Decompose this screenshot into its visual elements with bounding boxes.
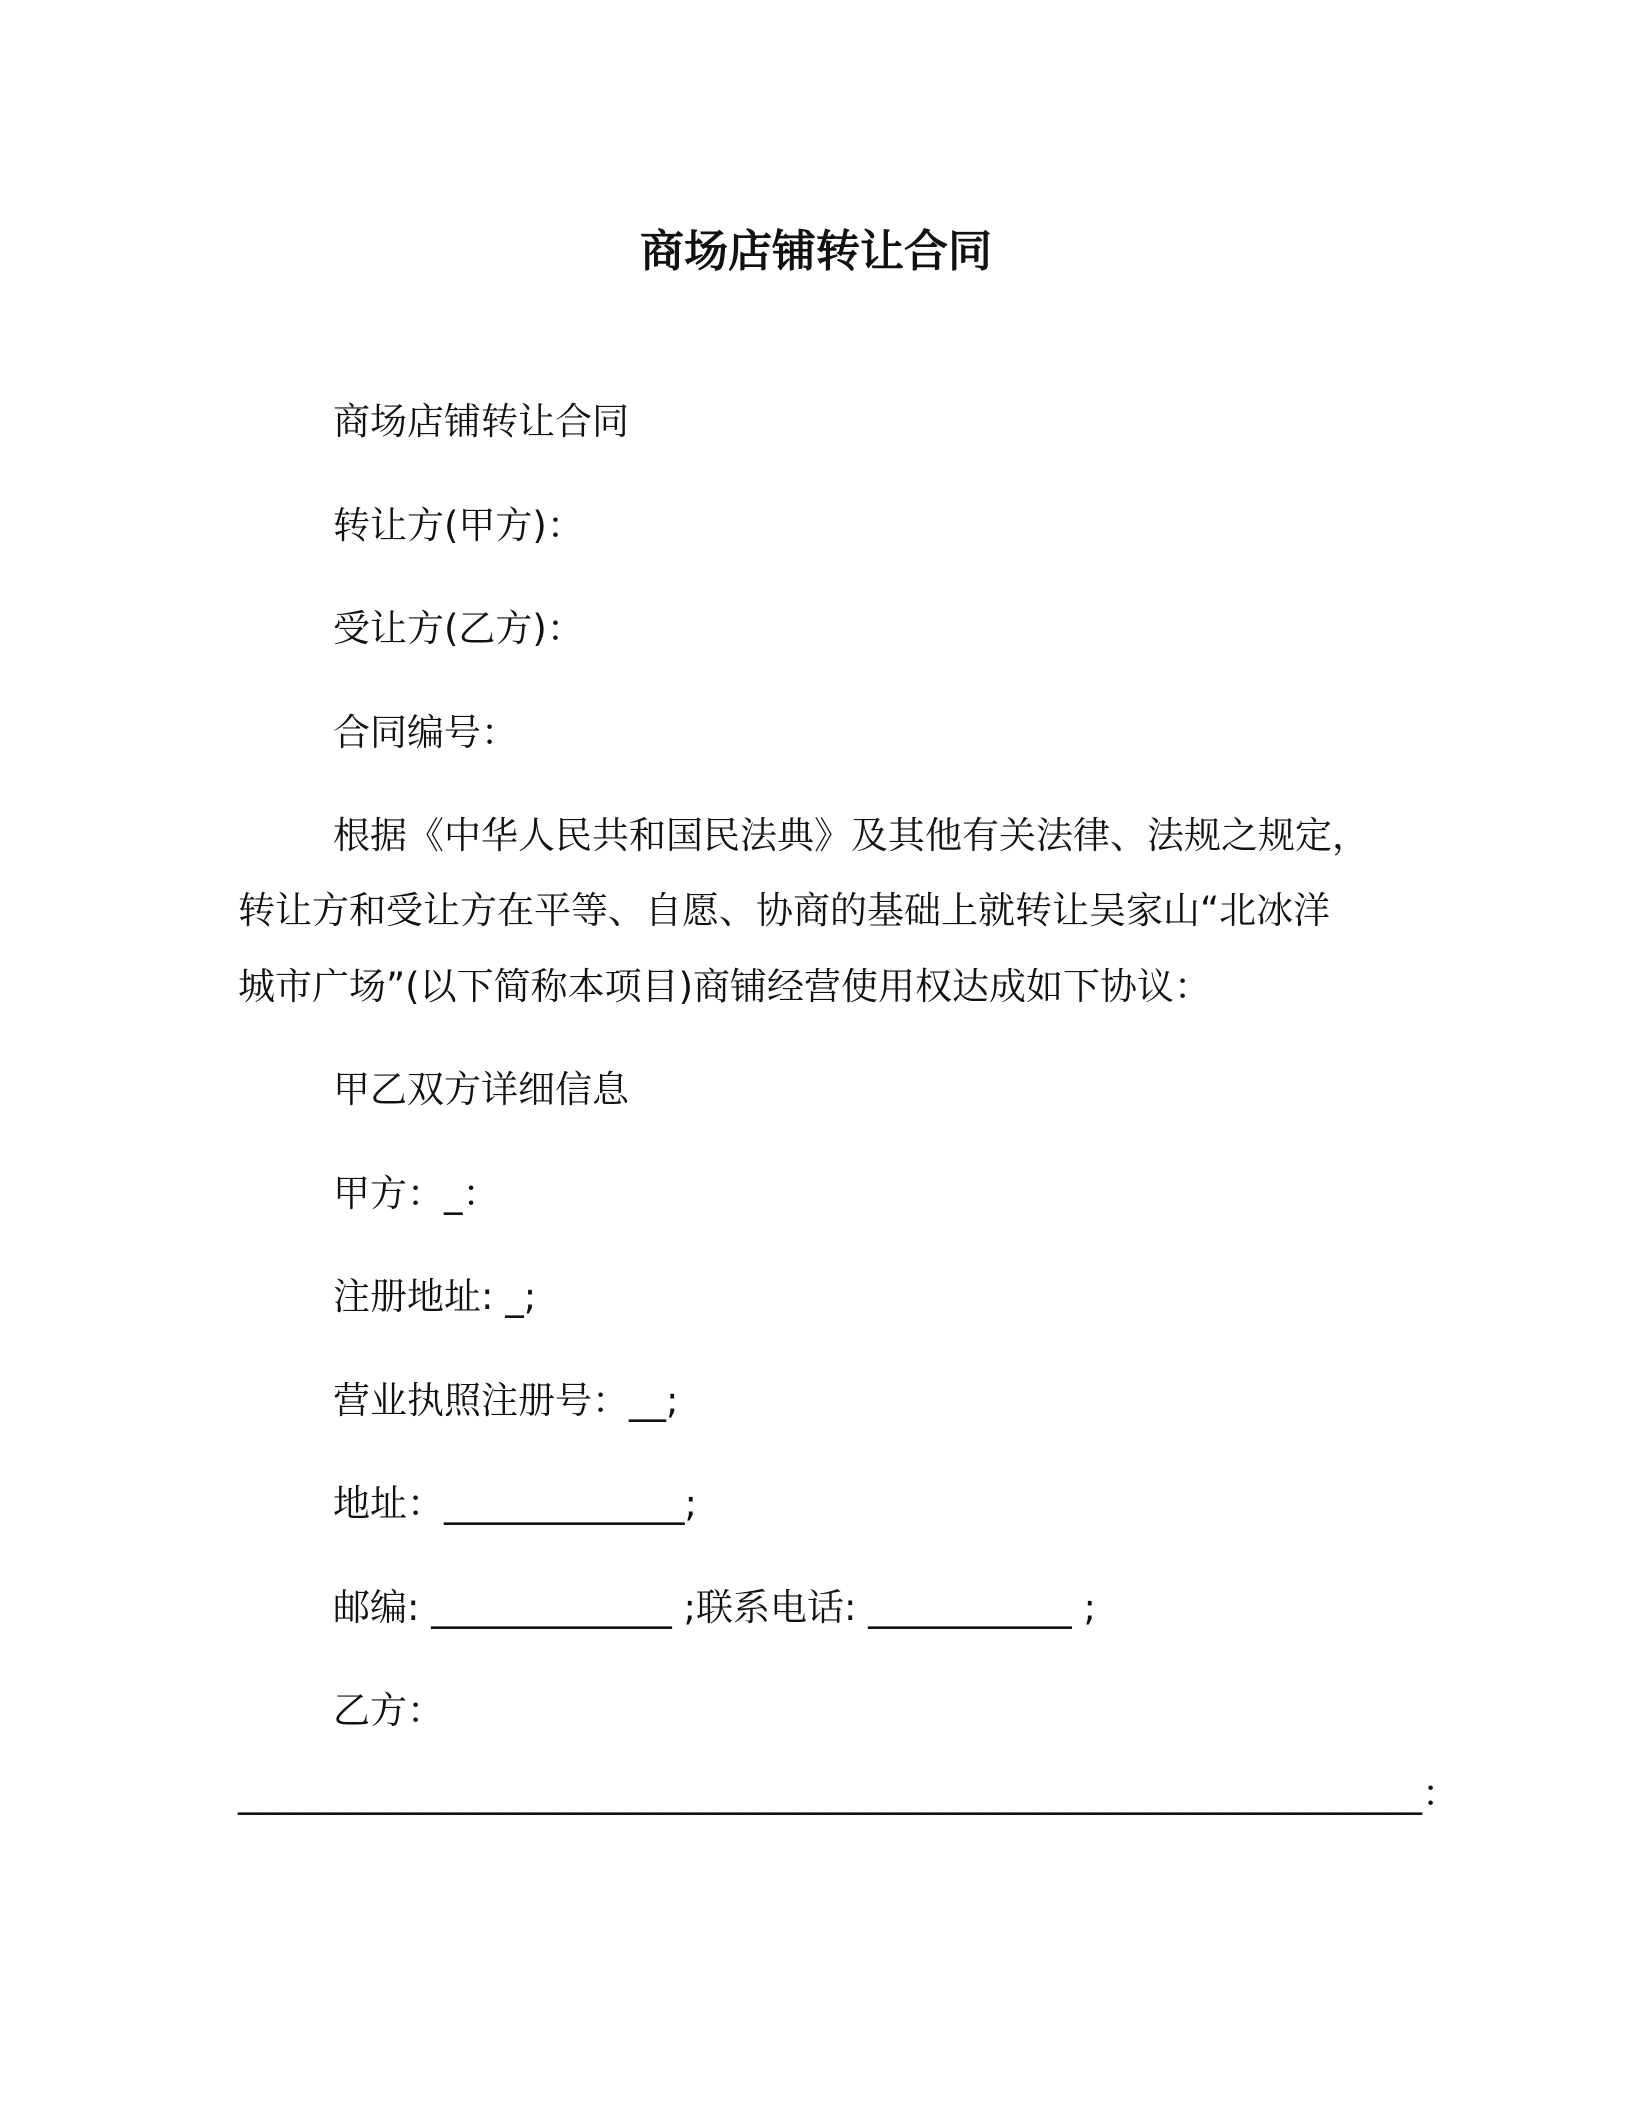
registered-address: 注册地址: _; bbox=[333, 1275, 537, 1318]
preamble-line-2: 转让方和受让方在平等、自愿、协商的基础上就转让吴家山“北冰洋 bbox=[238, 889, 1331, 932]
parties-details-heading: 甲乙双方详细信息 bbox=[333, 1068, 629, 1111]
address-field: 地址：_____________; bbox=[333, 1482, 697, 1525]
transferor-label: 转让方(甲方)： bbox=[333, 504, 584, 547]
document-title: 商场店铺转让合同 bbox=[640, 226, 992, 277]
contract-heading: 商场店铺转让合同 bbox=[333, 400, 629, 443]
party-b-blank-line: ________________________________________________________________： bbox=[238, 1772, 1459, 1815]
party-a-name: 甲方：_： bbox=[333, 1172, 500, 1215]
preamble-line-1: 根据《中华人民共和国民法典》及其他有关法律、法规之规定， bbox=[333, 814, 1369, 857]
postcode-phone-field: 邮编: _____________ ;联系电话: ___________ ; bbox=[333, 1586, 1096, 1629]
transferee-label: 受让方(乙方)： bbox=[333, 607, 584, 650]
party-b-label: 乙方： bbox=[333, 1689, 444, 1732]
business-license-number: 营业执照注册号：__; bbox=[333, 1379, 679, 1422]
preamble-line-3: 城市广场”(以下简称本项目)商铺经营使用权达成如下协议： bbox=[238, 965, 1212, 1008]
contract-number-label: 合同编号： bbox=[333, 711, 518, 754]
